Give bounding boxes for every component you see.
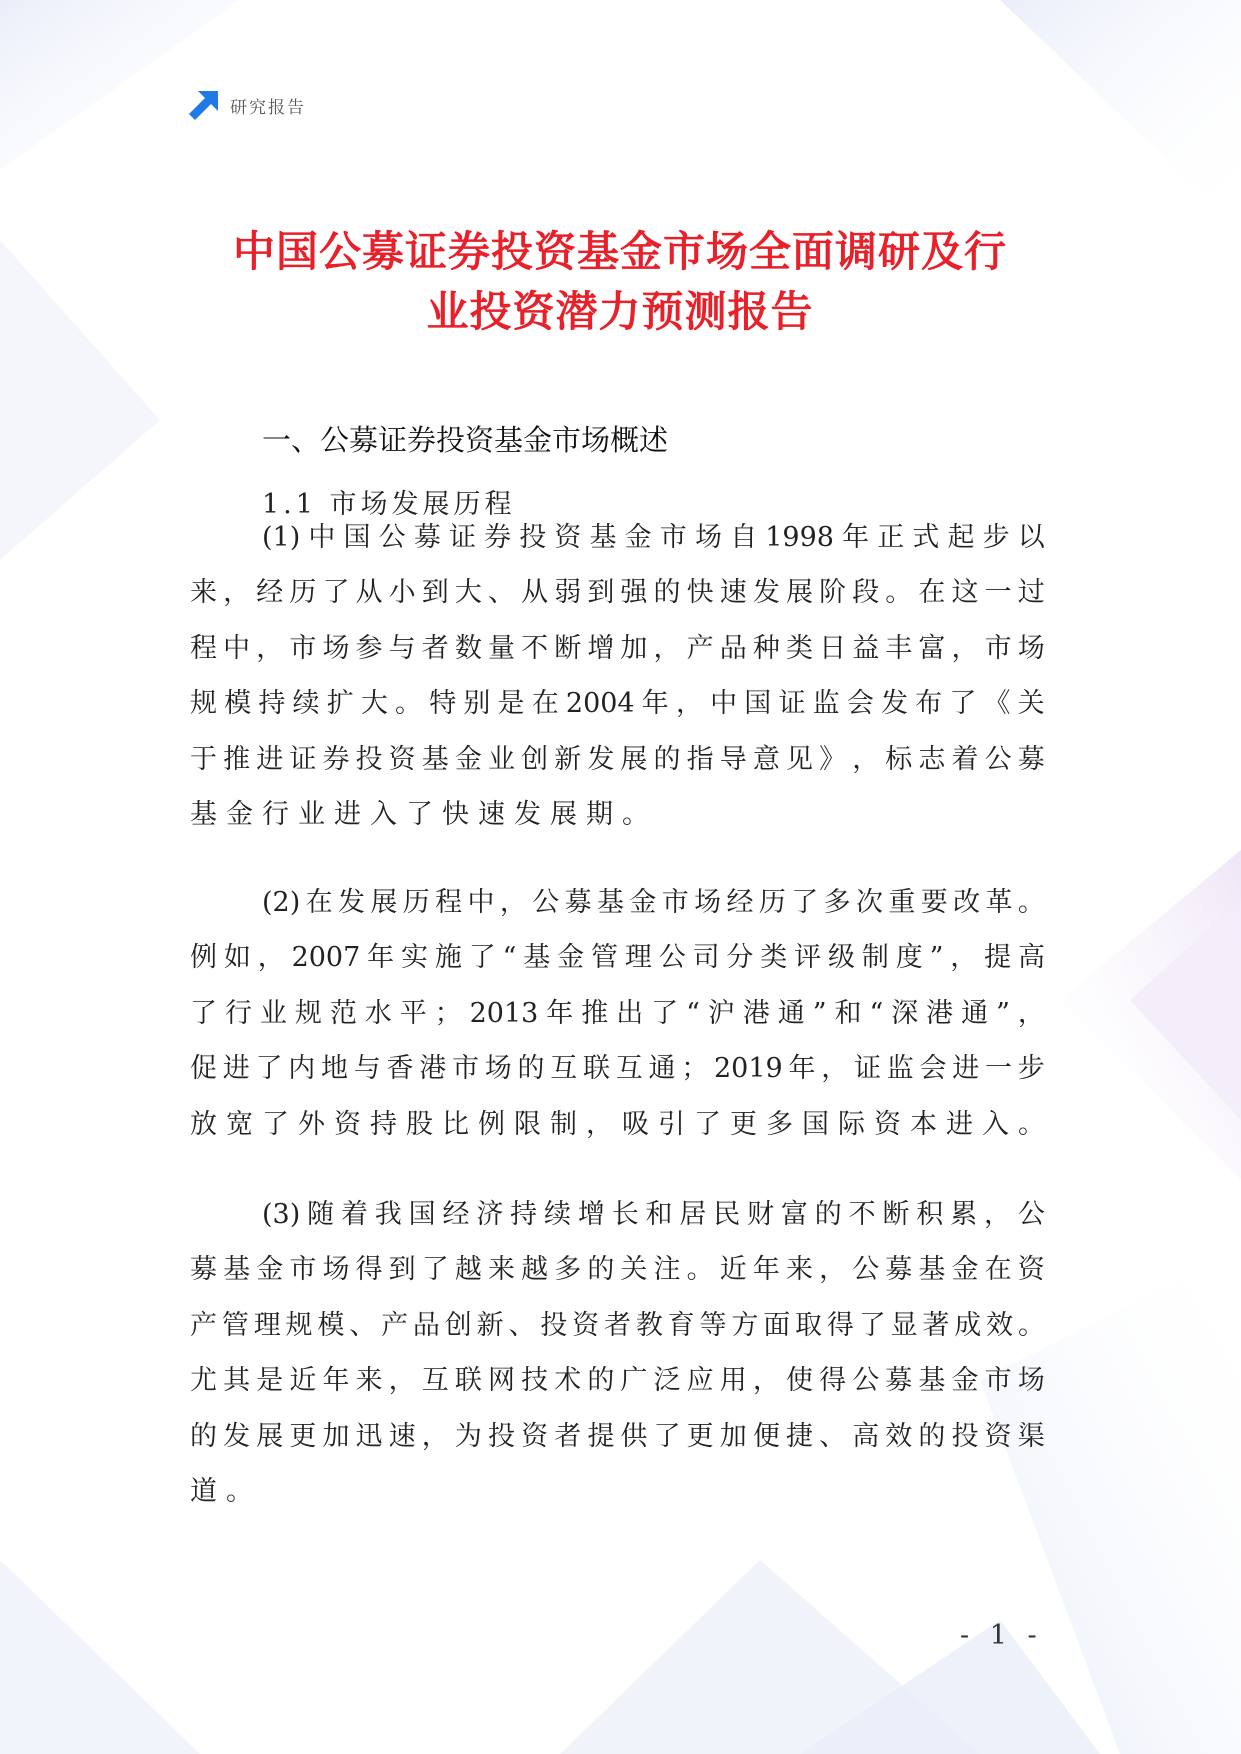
report-title-line-1: 中国公募证券投资基金市场全面调研及行 bbox=[232, 227, 1007, 276]
paragraph-line: 尤 其 是 近 年 来 ， 互 联 网 技 术 的 广 泛 应 用 ， 使 得 公 募 基 金 市 场 bbox=[190, 1365, 1045, 1397]
paragraph-line: 基金行业进入了快速发展期。 bbox=[190, 799, 658, 830]
report-type-label: 研究报告 bbox=[230, 97, 306, 118]
report-title bbox=[150, 222, 1090, 342]
paragraph-line: 于 推 进 证 券 投 资 基 金 业 创 新 发 展 的 指 导 意 见 》 ， 标 志 着 公 募 bbox=[190, 743, 1045, 775]
report-title-line-2: 业投资潜力预测报告 bbox=[426, 287, 814, 336]
report-header bbox=[188, 88, 306, 122]
subsection-heading: 1.1 市场发展历程 bbox=[262, 489, 516, 520]
paragraph-line: 道。 bbox=[190, 1476, 262, 1507]
paragraph-line: 放宽了外资持股比例限制，吸引了更多国际资本进入。 bbox=[190, 1108, 1054, 1140]
paragraph-line: (1) 中 国 公 募 证 券 投 资 基 金 市 场 自 1998 年 正 式 起 步 以 bbox=[262, 522, 1045, 553]
section-heading: 一、公募证券投资基金市场概述 bbox=[262, 423, 669, 457]
paragraph-line: (3) 随 着 我 国 经 济 持 续 增 长 和 居 民 财 富 的 不 断 积 累 ， 公 bbox=[262, 1199, 1045, 1230]
paragraph-line: 了 行 业 规 范 水 平 ； 2013 年 推 出 了 “ 沪 港 通 ” 和 “ 深 港 通 ” ， bbox=[190, 997, 1045, 1029]
paragraph-line: 规 模 持 续 扩 大 。 特 别 是 在 2004 年 ， 中 国 证 监 会 发 布 了 《 关 bbox=[190, 688, 1045, 720]
page-number: - 1 - bbox=[960, 1620, 1043, 1651]
paragraph-line: 程 中 ， 市 场 参 与 者 数 量 不 断 增 加 ， 产 品 种 类 日 益 丰 富 ， 市 场 bbox=[190, 632, 1045, 664]
paragraph-line: 例 如 ， 2007 年 实 施 了 “ 基 金 管 理 公 司 分 类 评 级 制 度 ” ， 提 高 bbox=[190, 942, 1045, 974]
paragraph-line: 的 发 展 更 加 迅 速 ， 为 投 资 者 提 供 了 更 加 便 捷 、 高 效 的 投 资 渠 bbox=[190, 1420, 1045, 1452]
paragraph-line: 产 管 理 规 模 、 产 品 创 新 、 投 资 者 教 育 等 方 面 取 得 了 显 著 成 效 。 bbox=[190, 1309, 1045, 1341]
paragraph-line: 促 进 了 内 地 与 香 港 市 场 的 互 联 互 通 ； 2019 年 ， 证 监 会 进 一 步 bbox=[190, 1053, 1045, 1085]
arrow-up-right-icon bbox=[188, 89, 220, 121]
paragraph-line: (2) 在 发 展 历 程 中 ， 公 募 基 金 市 场 经 历 了 多 次 重 要 改 革 。 bbox=[262, 887, 1045, 918]
paragraph-line: 来 ， 经 历 了 从 小 到 大 、 从 弱 到 强 的 快 速 发 展 阶 段 。 在 这 一 过 bbox=[190, 577, 1045, 609]
paragraph-line: 募 基 金 市 场 得 到 了 越 来 越 多 的 关 注 。 近 年 来 ， 公 募 基 金 在 资 bbox=[190, 1254, 1045, 1286]
